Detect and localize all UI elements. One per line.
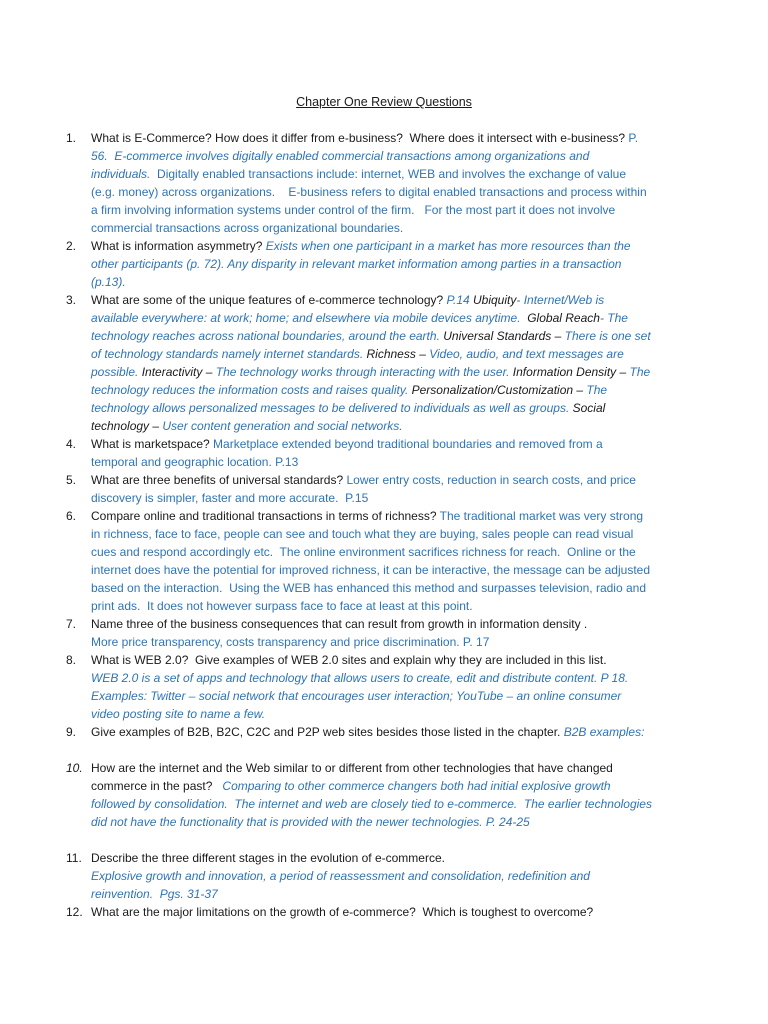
answer-text: Comparing to other commerce changers both had initial explosive growth — [215, 779, 611, 793]
answer-text: - The — [599, 311, 628, 325]
question-segment: Name three of the business consequences that can result from growth in information density . — [91, 617, 588, 631]
text-line — [91, 219, 686, 237]
text-line — [91, 273, 686, 291]
question-segment: – — [415, 347, 430, 361]
text-line — [91, 705, 686, 723]
answer-text: technology allows personalized messages to be delivered to individuals as well as groups. — [91, 401, 570, 415]
text-line — [91, 453, 686, 471]
answer-text: The — [586, 383, 608, 397]
answer-text: temporal and geographic location. P.13 — [91, 455, 299, 469]
question-item — [66, 507, 686, 615]
question-segment: – — [202, 365, 216, 379]
question-text — [91, 129, 686, 237]
question-item — [66, 651, 686, 723]
question-number: 6. — [66, 509, 77, 523]
question-text — [91, 471, 686, 507]
answer-text: discovery is simpler, faster and more accurate. P.15 — [91, 491, 369, 505]
text-line — [91, 759, 686, 777]
answer-text: Exists when one participant in a market has more resources than the — [265, 239, 631, 253]
answer-text: reinvention. Pgs. 31-37 — [91, 887, 218, 901]
answer-text: P. — [628, 131, 639, 145]
question-segment: What are some of the unique features of e-commerce technology? — [91, 293, 447, 307]
text-line — [91, 183, 686, 201]
question-segment: What are the major limitations on the growth of e-commerce? Which is toughest to overcome? — [91, 905, 594, 919]
answer-text: commercial transactions across organizational boundaries. — [91, 221, 404, 235]
text-line — [91, 849, 686, 867]
answer-text: possible. — [91, 365, 139, 379]
answer-text: technology reduces the information costs and raises quality. — [91, 383, 409, 397]
question-text — [91, 291, 686, 435]
text-line — [91, 813, 686, 831]
answer-text: other participants (p. 72). Any disparity in relevant market information among parties in a transaction — [91, 257, 622, 271]
question-segment: Richness — [363, 347, 416, 361]
answer-text: Examples: Twitter – social network that encourages user interaction; YouTube – an online consumer — [91, 689, 622, 703]
answer-text: a firm involving information systems under control of the firm. For the most part it does not involve — [91, 203, 616, 217]
question-item — [66, 237, 686, 291]
text-line — [91, 795, 686, 813]
question-segment: – — [616, 365, 630, 379]
text-line — [91, 381, 686, 399]
text-line — [91, 597, 686, 615]
question-item — [66, 849, 686, 903]
question-number: 12. — [66, 905, 83, 919]
question-segment: – — [149, 419, 163, 433]
question-item — [66, 129, 686, 237]
question-segment: Give examples of B2B, B2C, C2C and P2P web sites besides those listed in the chapter. — [91, 725, 564, 739]
question-text — [91, 849, 686, 903]
question-item — [66, 903, 686, 921]
answer-text: Digitally enabled transactions include: internet, WEB and involves the exchange of value — [150, 167, 626, 181]
question-segment: – — [551, 329, 565, 343]
answer-text: Lower entry costs, reduction in search costs, and price — [346, 473, 636, 487]
answer-text: B2B examples: — [563, 725, 645, 739]
answer-text: Explosive growth and innovation, a period of reassessment and consolidation, redefinition and — [91, 869, 590, 883]
question-number: 5. — [66, 473, 77, 487]
question-segment: Ubiquity — [469, 293, 517, 307]
text-line — [91, 867, 686, 885]
answer-text: print ads. It does not however surpass face to face at least at this point. — [91, 599, 473, 613]
answer-text: There is one set — [564, 329, 651, 343]
answer-text: 56. — [91, 149, 108, 163]
answer-text: Marketplace extended beyond traditional boundaries and removed from a — [213, 437, 603, 451]
question-number: 4. — [66, 437, 77, 451]
text-line — [91, 345, 686, 363]
question-text — [91, 651, 686, 723]
text-line — [91, 885, 686, 903]
question-text — [91, 615, 686, 651]
question-item — [66, 723, 686, 741]
answer-text: of technology standards namely internet standards. — [91, 347, 364, 361]
text-line — [91, 687, 686, 705]
page-title: Chapter One Review Questions — [296, 95, 472, 109]
text-line — [91, 399, 686, 417]
text-line — [91, 165, 686, 183]
text-line — [91, 579, 686, 597]
question-text — [91, 903, 686, 921]
text-line — [91, 201, 686, 219]
question-item — [66, 471, 686, 507]
question-segment: – — [573, 383, 587, 397]
question-item — [66, 291, 686, 435]
text-line — [91, 255, 686, 273]
text-line — [91, 129, 686, 147]
question-text — [91, 723, 686, 741]
question-number: 7. — [66, 617, 77, 631]
text-line — [91, 525, 686, 543]
question-text — [91, 435, 686, 471]
answer-text: cues and respond accordingly etc. The online environment sacrifices richness for reach. Online or the — [91, 545, 636, 559]
answer-text: The traditional market was very strong — [439, 509, 644, 523]
question-segment: What is marketspace? — [91, 437, 214, 451]
answer-text: based on the interaction. Using the WEB has enhanced this method and surpasses television, radio and — [91, 581, 647, 595]
answer-text: E-commerce involves digitally enabled commercial transactions among organizations and — [107, 149, 590, 163]
question-text — [91, 759, 686, 831]
question-number: 9. — [66, 725, 77, 739]
text-line — [91, 903, 686, 921]
answer-text: The — [629, 365, 651, 379]
question-segment: technology — [91, 419, 150, 433]
answer-text: P.14 — [446, 293, 470, 307]
question-segment: What is WEB 2.0? Give examples of WEB 2.0 sites and explain why they are included in this list. — [91, 653, 607, 667]
text-line — [91, 309, 686, 327]
question-segment: Describe the three different stages in the evolution of e-commerce. — [91, 851, 445, 865]
question-item — [66, 615, 686, 651]
answer-text: WEB 2.0 is a set of apps and technology that allows users to create, edit and distribute content. P 18. — [91, 671, 629, 685]
text-line — [91, 327, 686, 345]
text-line — [91, 471, 686, 489]
answer-text: Video, audio, and text messages are — [429, 347, 624, 361]
question-segment: What is information asymmetry? — [91, 239, 266, 253]
answer-text: - Internet/Web is — [516, 293, 605, 307]
question-segment: Interactivity — [138, 365, 203, 379]
question-segment: Personalization/Customization — [408, 383, 574, 397]
answer-text: User content generation and social networks. — [162, 419, 403, 433]
question-segment: Social — [569, 401, 606, 415]
answer-text: technology reaches across national boundaries, around the earth. — [91, 329, 440, 343]
question-segment: What is E-Commerce? How does it differ from e-business? Where does it intersect with e-business? — [91, 131, 629, 145]
question-text — [91, 507, 686, 615]
question-segment: What are three benefits of universal standards? — [91, 473, 347, 487]
text-line — [91, 543, 686, 561]
answer-text: in richness, face to face, people can see and touch what they are buying, sales people can read visual — [91, 527, 634, 541]
question-item — [66, 435, 686, 471]
text-line — [91, 417, 686, 435]
text-line — [91, 651, 686, 669]
question-segment: Compare online and traditional transactions in terms of richness? — [91, 509, 440, 523]
text-line — [91, 147, 686, 165]
answer-text: (e.g. money) across organizations. E-business refers to digital enabled transactions and process within — [91, 185, 647, 199]
answer-text: did not have the functionality that is provided with the newer technologies. P. 24-25 — [91, 815, 530, 829]
text-line — [91, 633, 686, 651]
question-item — [66, 759, 686, 831]
text-line — [91, 723, 686, 741]
question-text — [91, 237, 686, 291]
answer-text: available everywhere: at work; home; and elsewhere via mobile devices anytime. — [91, 311, 521, 325]
question-segment: Universal Standards — [439, 329, 552, 343]
text-line — [91, 615, 686, 633]
text-line — [91, 561, 686, 579]
question-number: 2. — [66, 239, 77, 253]
text-line — [91, 237, 686, 255]
text-line — [91, 435, 686, 453]
question-segment: Global Reach — [520, 311, 600, 325]
question-number: 3. — [66, 293, 77, 307]
question-segment: How are the internet and the Web similar to or different from other technologies that have changed — [91, 761, 613, 775]
question-number: 1. — [66, 131, 77, 145]
question-number: 10. — [66, 761, 83, 775]
text-line — [91, 507, 686, 525]
answer-text: internet does have the potential for improved richness, it can be interactive, the message can be adjusted — [91, 563, 650, 577]
text-line — [91, 489, 686, 507]
question-number: 11. — [66, 851, 82, 865]
text-line — [91, 669, 686, 687]
answer-text: video posting site to name a few. — [91, 707, 266, 721]
answer-text: More price transparency, costs transparency and price discrimination. P. 17 — [91, 635, 490, 649]
question-segment: Information Density — [509, 365, 617, 379]
text-line — [91, 363, 686, 381]
answer-text: followed by consolidation. The internet and web are closely tied to e-commerce. The earlier technologies — [91, 797, 652, 811]
answer-text: (p.13). — [91, 275, 126, 289]
answer-text: The technology works through interacting with the user. — [215, 365, 510, 379]
text-line — [91, 777, 686, 795]
answer-text: individuals. — [91, 167, 151, 181]
question-number: 8. — [66, 653, 77, 667]
text-line — [91, 291, 686, 309]
question-segment: commerce in the past? — [91, 779, 216, 793]
